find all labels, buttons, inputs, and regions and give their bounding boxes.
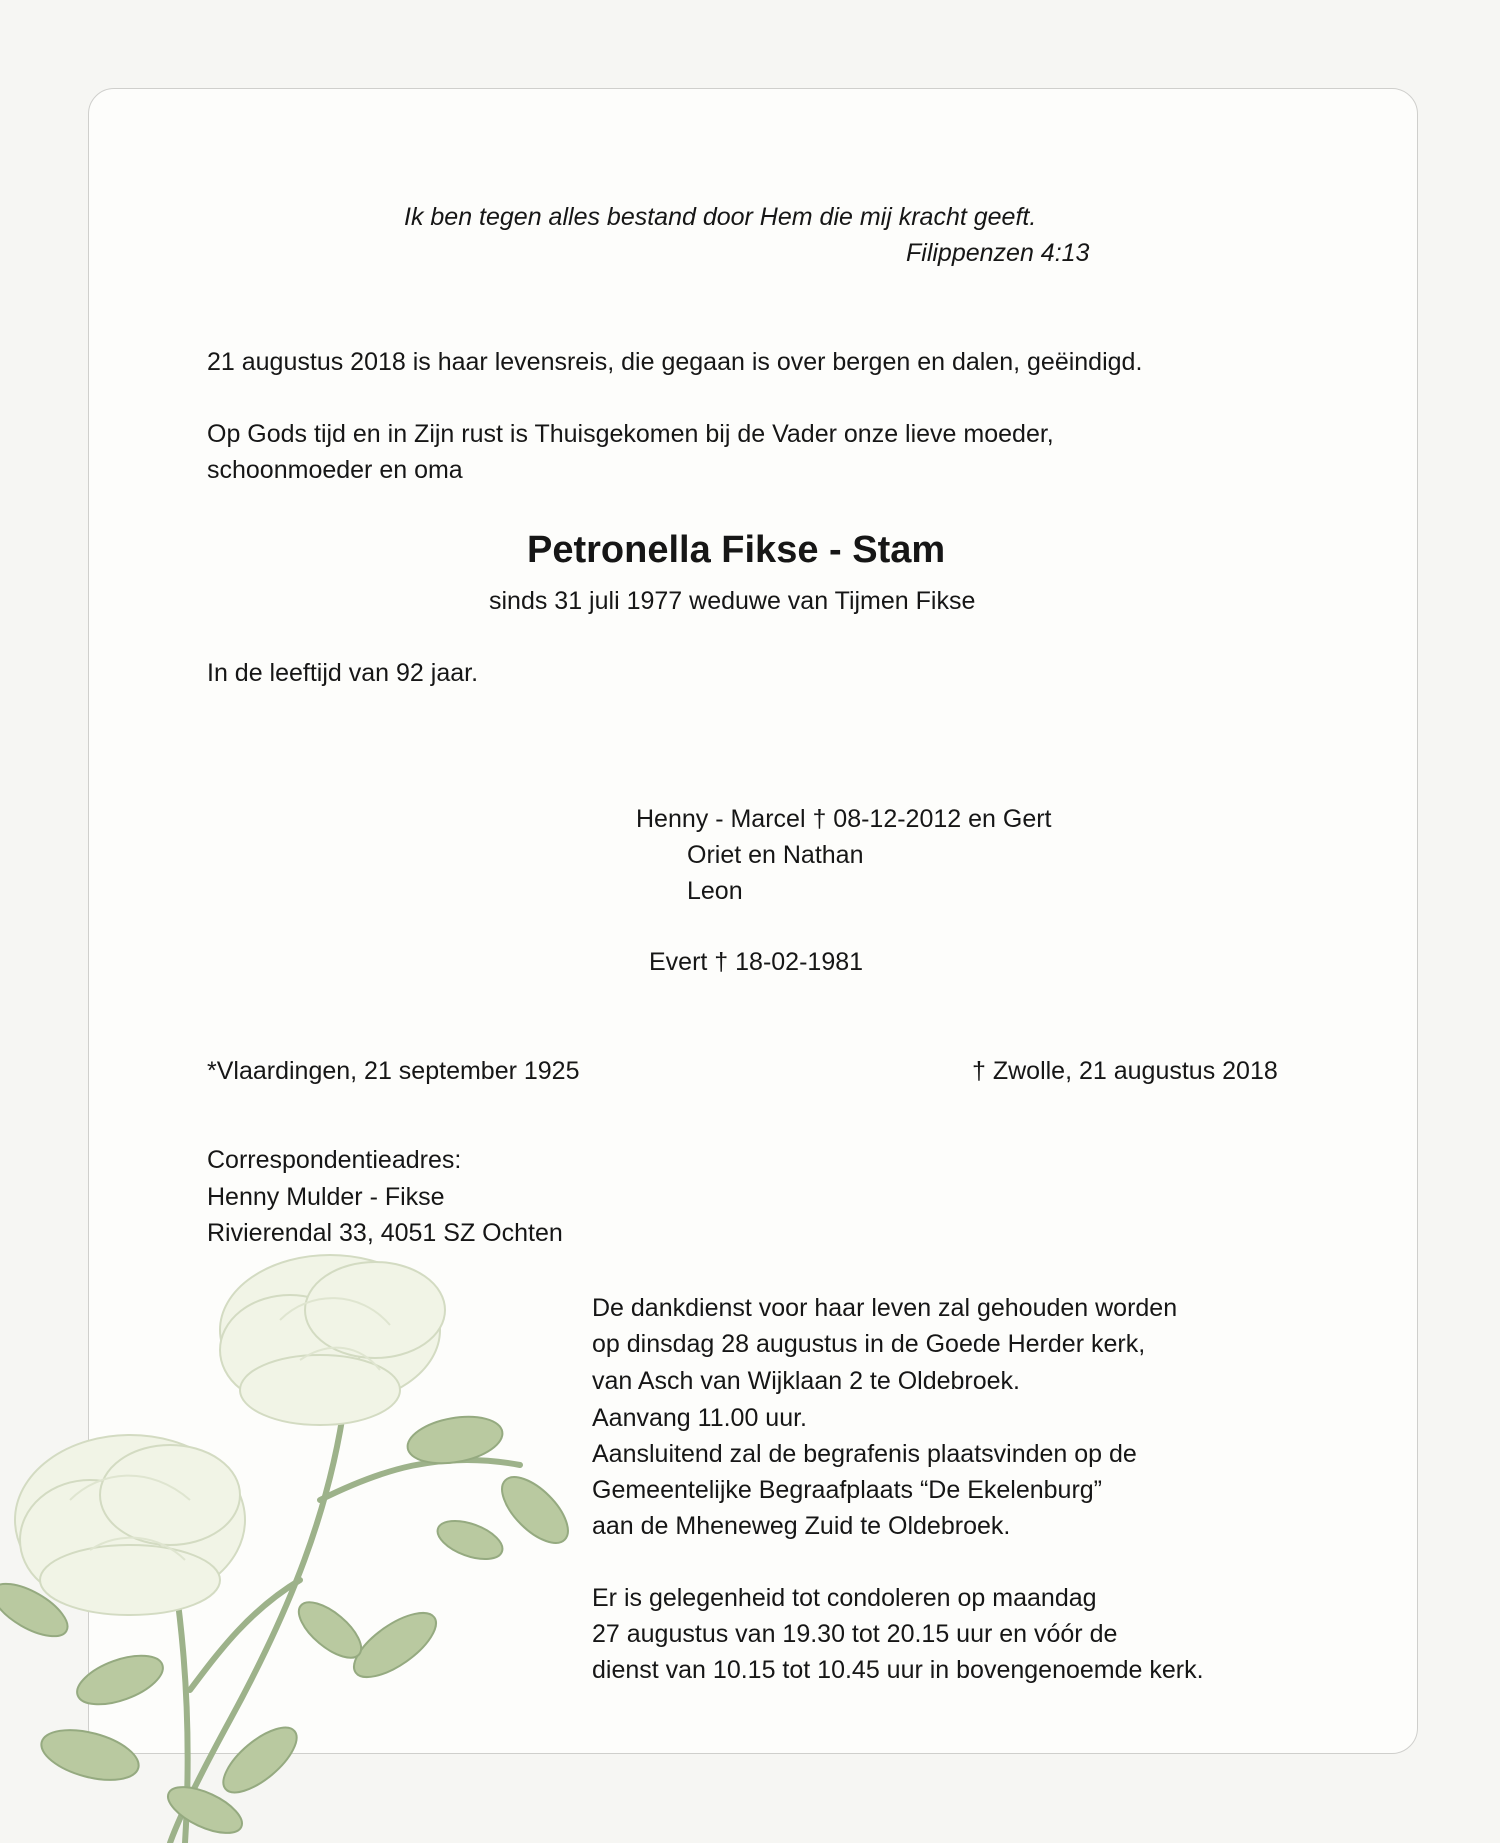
intro-line-3: schoonmoeder en oma xyxy=(207,456,463,484)
condolence-line-1: Er is gelegenheid tot condoleren op maandag xyxy=(592,1584,1097,1612)
service-line-4: Aanvang 11.00 uur. xyxy=(592,1404,807,1432)
death-date: † Zwolle, 21 augustus 2018 xyxy=(972,1057,1278,1085)
correspondence-name: Henny Mulder - Fikse xyxy=(207,1183,445,1211)
birth-date: *Vlaardingen, 21 september 1925 xyxy=(207,1057,580,1085)
correspondence-label: Correspondentieadres: xyxy=(207,1146,462,1174)
bible-reference: Filippenzen 4:13 xyxy=(906,239,1090,267)
service-line-6: Gemeentelijke Begraafplaats “De Ekelenburg” xyxy=(592,1476,1102,1504)
family-line-3: Leon xyxy=(687,877,743,905)
deceased-name: Petronella Fikse - Stam xyxy=(527,529,946,571)
intro-line-1: 21 augustus 2018 is haar levensreis, die gegaan is over bergen en dalen, geëindigd. xyxy=(207,348,1143,376)
family-line-4: Evert † 18-02-1981 xyxy=(649,948,864,976)
service-line-7: aan de Mheneweg Zuid te Oldebroek. xyxy=(592,1512,1011,1540)
family-line-2: Oriet en Nathan xyxy=(687,841,864,869)
white-roses-illustration xyxy=(0,1250,620,1843)
age-line: In de leeftijd van 92 jaar. xyxy=(207,659,479,687)
family-line-1: Henny - Marcel † 08-12-2012 en Gert xyxy=(636,805,1052,833)
correspondence-address: Rivierendal 33, 4051 SZ Ochten xyxy=(207,1219,563,1247)
condolence-line-3: dienst van 10.15 tot 10.45 uur in bovengenoemde kerk. xyxy=(592,1656,1204,1684)
service-line-5: Aansluitend zal de begrafenis plaatsvinden op de xyxy=(592,1440,1137,1468)
condolence-line-2: 27 augustus van 19.30 tot 20.15 uur en vóór de xyxy=(592,1620,1118,1648)
service-line-2: op dinsdag 28 augustus in de Goede Herder kerk, xyxy=(592,1330,1146,1358)
intro-line-2: Op Gods tijd en in Zijn rust is Thuisgekomen bij de Vader onze lieve moeder, xyxy=(207,420,1054,448)
service-line-3: van Asch van Wijklaan 2 te Oldebroek. xyxy=(592,1367,1021,1395)
bible-quote: Ik ben tegen alles bestand door Hem die mij kracht geeft. xyxy=(404,203,1037,231)
widow-line: sinds 31 juli 1977 weduwe van Tijmen Fikse xyxy=(489,587,976,615)
service-line-1: De dankdienst voor haar leven zal gehouden worden xyxy=(592,1294,1178,1322)
